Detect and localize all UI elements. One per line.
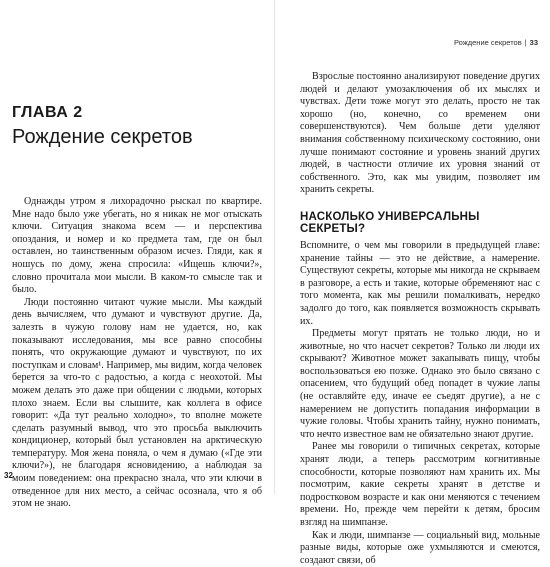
running-header-title: Рождение секретов bbox=[453, 38, 522, 47]
chapter-label: ГЛАВА 2 bbox=[12, 104, 83, 121]
paragraph: Однажды утром я лихорадочно рыскал по квартире. Мне надо было уже убегать, но я никак не мог отыскать ключи. Ситуация знакома всем — и перспектива опоздания, и номер и ко предмета там, где он был оставлен, но таинственным образом исчез. Гляди, как я ношусь по дому, жена спросила: «Ищешь ключи?», словно прочитала мои мысли. В каком-то смысле так и было. bbox=[12, 196, 262, 296]
right-body-text bbox=[300, 71, 540, 567]
paragraph: Взрослые постоянно анализируют поведение других людей и делают умозаключения об их мыслях и чувствах. Дети тоже могут это делать, просто не так хорошо (но, конечно, со временем они совершенствуются). Чем больше дети уделяют внимания собственному психическому состоянию, они лучше понимают состояние и уровень знаний других людей, в частности отличие их уровня знаний от собственного. Это, как мы увидим, позволяет им хранить секреты. bbox=[300, 71, 540, 196]
running-header bbox=[454, 38, 538, 47]
page-number-left: 32 bbox=[4, 471, 13, 480]
left-page bbox=[0, 0, 275, 510]
paragraph: Как и люди, шимпанзе — социальный вид, мольные разные виды, которые оже ухмыляются и смеются, создают связи, об bbox=[300, 529, 540, 566]
paragraph: Вспомните, о чем мы говорили в предыдущей главе: хранение тайны — это не действие, а намерение. Существуют секреты, которые мы никогда не скрываем в разговоре, а есть и такие, которые обременяют нас с того момента, как мы решили помалкивать, нередко задолго до того, как появляется возможность скрывать их. bbox=[300, 239, 540, 327]
paragraph: Люди постоянно читают чужие мысли. Мы каждый день вычисляем, что думают и чувствуют другие. Да, залезть в чужую голову нам не удается, но, как показывают исследования, мы все равно способны понять, что окружающие думают и чувствуют, по их поступкам и словам¹. Например, мы видим, когда человек берется за что-то с радостью, а когда с неохотой. Мы можем делать это даже при общении с людьми, которых плохо знаем. Если вы слышите, как коллега в офисе говорит: «Да тут реально холодно», то вполне можете сделать разумный вывод, что это просьба выключить кондиционер, который был установлен на арктическую температуру. Моя жена поняла, о чем я думаю («Где эти ключи?»), не благодаря ясновидению, а наблюдая за моим поведением: она прекрасно знала, что эти ключи в отведенное для них место, а сейчас осознала, что я об этом не знаю. bbox=[12, 296, 262, 510]
paragraph: Ранее мы говорили о типичных секретах, которые хранят люди, а теперь рассмотрим когнитивные способности, которые позволяют нам хранить их. Мы посмотрим, какие секреты хранят в детстве и подростковом возрасте и как они меняются с течением времени. Но, прежде чем перейти к детям, бросим взгляд на шимпанзе. bbox=[300, 441, 540, 528]
page-number-right: 33 bbox=[529, 38, 538, 47]
section-heading: НАСКОЛЬКО УНИВЕРСАЛЬНЫ СЕКРЕТЫ? bbox=[300, 210, 480, 235]
left-body-text bbox=[12, 196, 262, 511]
paragraph: Предметы могут прятать не только люди, но и животные, но что насчет секретов? Только ли люди их скрывают? Животное может закапывать пищу, чтобы воспользоваться ею позже. Однако это было связано с опасением, что будущий обед попадет в чужие лапы (не оставляйте еду, иначе ее съедят другие), а не с намерением не допустить попадания информации в чужие головы. Чтобы хранить тайну, нужно понимать, что нечто известное вам не обязательно знают другие. bbox=[300, 328, 540, 440]
running-header-separator: | bbox=[524, 38, 527, 47]
chapter-title: Рождение секретов bbox=[12, 126, 193, 148]
